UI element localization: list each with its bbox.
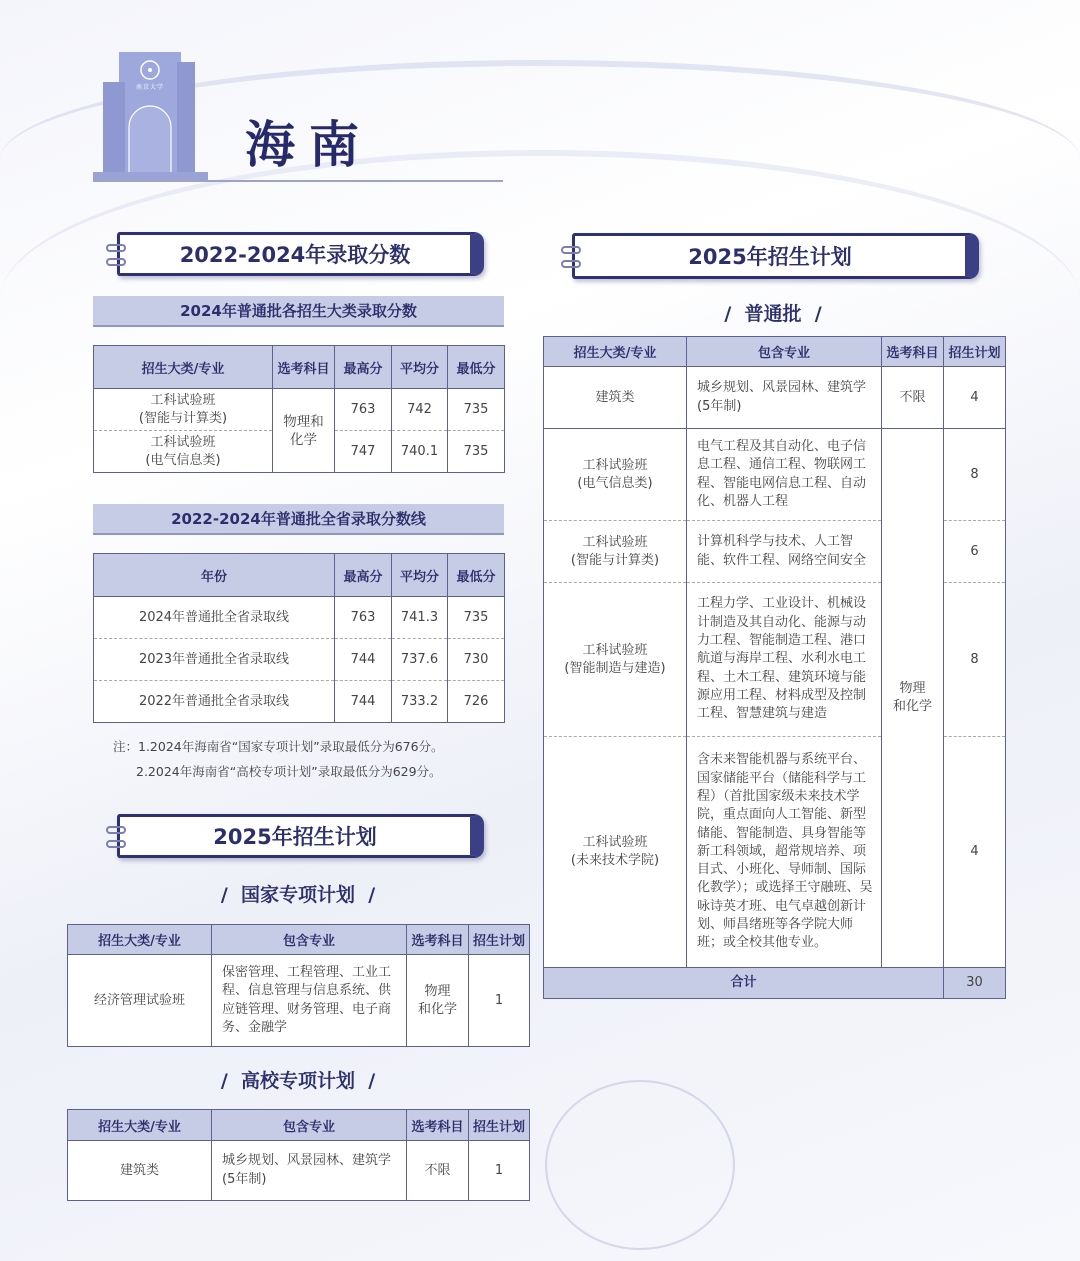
table-row: [544, 429, 1006, 521]
page-title: 海南: [245, 116, 373, 174]
university-special-plan-heading: / 高校专项计划 /: [220, 1070, 376, 1092]
min-score: 735: [448, 431, 505, 473]
col-header: 招生大类/专业: [544, 337, 687, 367]
regular-batch-heading: / 普通批 /: [724, 303, 822, 325]
included-majors: 城乡规划、风景园林、建筑学(5年制): [687, 367, 882, 429]
plan-count: 8: [944, 429, 1006, 521]
table-row: [68, 955, 530, 1047]
category-name: 经济管理试验班: [68, 955, 212, 1047]
table-row: [94, 681, 505, 723]
min-score: 726: [448, 681, 505, 723]
max-score: 744: [335, 639, 392, 681]
col-header: 招生大类/专业: [94, 346, 273, 389]
table-row: [544, 367, 1006, 429]
subheading-category-scores: 2024年普通批各招生大类录取分数: [93, 296, 504, 327]
subject-requirement: 不限: [882, 367, 944, 429]
section-banner-plan: [117, 814, 484, 858]
category-name: 工科试验班 (智能与计算类): [544, 521, 687, 583]
total-label: 合计: [544, 968, 944, 999]
subheading-provincial-lines: 2022-2024年普通批全省录取分数线: [93, 504, 504, 535]
section-banner-plan-regular: [572, 233, 979, 279]
col-header: 最低分: [448, 346, 505, 389]
table-row: [94, 389, 505, 431]
university-special-plan-table: [67, 1109, 530, 1201]
col-header: 招生大类/专业: [68, 925, 212, 955]
regular-batch-plan-table: [543, 336, 1006, 999]
subject-requirement: 物理和化学: [273, 389, 335, 473]
national-special-plan-heading: / 国家专项计划 /: [220, 884, 376, 906]
total-count: 30: [944, 968, 1006, 999]
plan-count: 1: [469, 1141, 530, 1201]
col-header: 平均分: [392, 554, 448, 597]
col-header: 招生计划: [469, 1110, 530, 1141]
col-header: 招生大类/专业: [68, 1110, 212, 1141]
plan-count: 8: [944, 583, 1006, 737]
plan-count: 1: [469, 955, 530, 1047]
col-header: 选考科目: [407, 1110, 469, 1141]
category-name: 建筑类: [544, 367, 687, 429]
avg-score: 737.6: [392, 639, 448, 681]
included-majors: 含未来智能机器与系统平台、国家储能平台（储能科学与工程）（首批国家级未来技术学院，重点面向人工智能、新型储能、智能制造、具身智能等新工科领域，超常规培养、项目式、小班化、导师制、国际化教学）；或选择王守融班、吴咏诗英才班、电气卓越创新计划、师昌绪班等各学院大师班；或全校其他专业。: [687, 737, 882, 968]
national-special-plan-table: [67, 924, 530, 1047]
col-header: 最高分: [335, 554, 392, 597]
col-header: 包含专业: [212, 925, 407, 955]
avg-score: 741.3: [392, 597, 448, 639]
min-score: 730: [448, 639, 505, 681]
plan-count: 4: [944, 367, 1006, 429]
year-label: 2022年普通批全省录取线: [94, 681, 335, 723]
banner-title: 2022-2024年录取分数: [179, 243, 411, 267]
decorative-circle: [545, 1080, 735, 1250]
category-name: 工科试验班 (电气信息类): [94, 431, 273, 473]
title-divider: [93, 180, 503, 182]
subject-requirement: 不限: [407, 1141, 469, 1201]
max-score: 744: [335, 681, 392, 723]
col-header: 包含专业: [687, 337, 882, 367]
max-score: 763: [335, 597, 392, 639]
category-name: 建筑类: [68, 1141, 212, 1201]
plan-count: 6: [944, 521, 1006, 583]
university-gate-icon: [93, 52, 208, 180]
subject-requirement: 物理 和化学: [882, 429, 944, 968]
avg-score: 740.1: [392, 431, 448, 473]
col-header: 最高分: [335, 346, 392, 389]
total-row: [544, 968, 1006, 999]
category-name: 工科试验班 (电气信息类): [544, 429, 687, 521]
included-majors: 城乡规划、风景园林、建筑学(5年制): [212, 1141, 407, 1201]
footnote: 注：1.2024年海南省“国家专项计划”录取最低分为676分。: [113, 739, 444, 754]
max-score: 747: [335, 431, 392, 473]
col-header: 招生计划: [944, 337, 1006, 367]
included-majors: 工程力学、工业设计、机械设计制造及其自动化、能源与动力工程、智能制造工程、港口航道与海岸工程、水利水电工程、土木工程、建筑环境与能源应用工程、材料成型及控制工程、智慧建筑与建造: [687, 583, 882, 737]
max-score: 763: [335, 389, 392, 431]
footnote: 2.2024年海南省“高校专项计划”录取最低分为629分。: [136, 764, 442, 779]
col-header: 平均分: [392, 346, 448, 389]
col-header: 选考科目: [882, 337, 944, 367]
provincial-lines-table: [93, 553, 505, 723]
avg-score: 742: [392, 389, 448, 431]
col-header: 最低分: [448, 554, 505, 597]
plan-count: 4: [944, 737, 1006, 968]
included-majors: 电气工程及其自动化、电子信息工程、通信工程、物联网工程、智能电网信息工程、自动化、机器人工程: [687, 429, 882, 521]
table-row: [94, 597, 505, 639]
col-header: 选考科目: [407, 925, 469, 955]
col-header: 招生计划: [469, 925, 530, 955]
category-name: 工科试验班 (智能制造与建造): [544, 583, 687, 737]
min-score: 735: [448, 389, 505, 431]
category-name: 工科试验班 (未来技术学院): [544, 737, 687, 968]
table-row: [68, 1141, 530, 1201]
category-scores-table: [93, 345, 505, 473]
subject-requirement: 物理 和化学: [407, 955, 469, 1047]
col-header: 年份: [94, 554, 335, 597]
section-banner-scores: [117, 232, 484, 276]
col-header: 选考科目: [273, 346, 335, 389]
banner-title: 2025年招生计划: [213, 825, 377, 849]
year-label: 2024年普通批全省录取线: [94, 597, 335, 639]
col-header: 包含专业: [212, 1110, 407, 1141]
min-score: 735: [448, 597, 505, 639]
avg-score: 733.2: [392, 681, 448, 723]
year-label: 2023年普通批全省录取线: [94, 639, 335, 681]
included-majors: 保密管理、工程管理、工业工程、信息管理与信息系统、供应链管理、财务管理、电子商务、金融学: [212, 955, 407, 1047]
banner-title: 2025年招生计划: [688, 245, 852, 269]
building-sign: 南京大学: [135, 84, 164, 91]
included-majors: 计算机科学与技术、人工智能、软件工程、网络空间安全: [687, 521, 882, 583]
table-row: [94, 639, 505, 681]
category-name: 工科试验班 (智能与计算类): [94, 389, 273, 431]
